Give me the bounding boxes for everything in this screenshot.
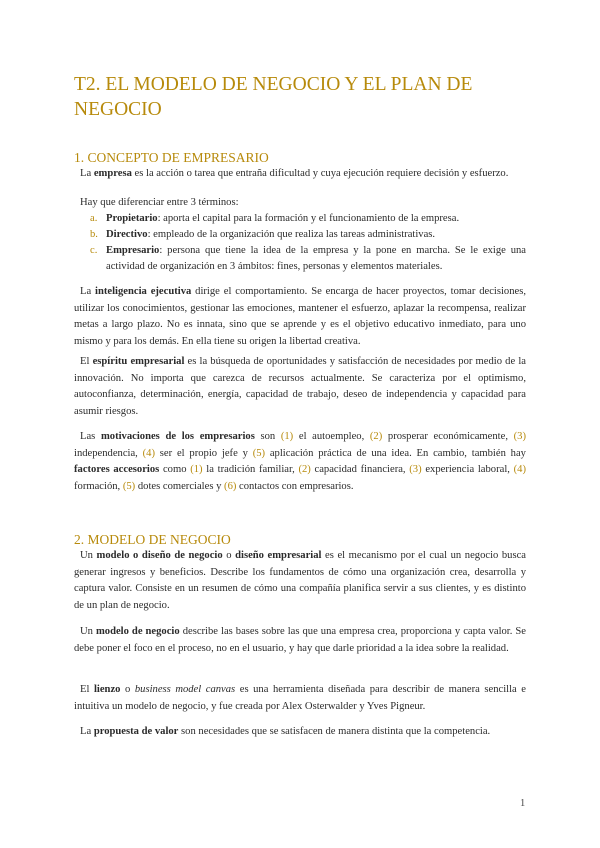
terms-intro: Hay que diferenciar entre 3 términos: [80,197,239,208]
term-motivaciones: motivaciones de los empresarios [100,431,255,442]
section-heading-modelo-negocio: 2. MODELO DE NEGOCIO [74,532,231,547]
term-empresa: empresa [93,168,132,179]
paragraph-espiritu-empresarial: El espíritu empresarial es la búsqueda de oportunidades y satisfacción de necesidades por medio de la innovación. No importa que carezca de recursos actualmente. Se caracteriza por el optimismo, autoconfianza, determinación, energía, capacidad de trabajo, deseo de independencia y capacidad para asumir riesgos. [74,356,526,417]
term-directivo: Directivo [106,229,148,240]
term-diseno-empresarial: diseño empresarial [235,550,322,561]
list-item: a. Propietario: aporta el capital para la formación y el funcionamiento de la empresa. [74,211,526,227]
paragraph-propuesta-valor: La propuesta de valor son necesidades que se satisfacen de manera distinta que la competencia. [80,726,491,737]
term-inteligencia-ejecutiva: inteligencia ejecutiva [95,286,192,297]
terms-list [74,211,526,275]
paragraph-inteligencia-ejecutiva: La inteligencia ejecutiva dirige el comportamiento. Se encarga de hacer proyectos, tomar decisiones, utilizar los conocimientos, gestionar las emociones, mantener el esfuerzo, aplazar la recompensa, realizar metas a largo plazo. No es innata, sino que se aprende y es el objetivo educativo inmediato, para uno mismo y para los demás. En ella tiene su origen la libertad creativa. [74,286,526,347]
list-item: c. Empresario: persona que tiene la idea de la empresa y la pone en marcha. Se le exige una actividad de organización en 3 ámbitos: fines, personas y elementos materiales. [90,245,526,272]
term-propuesta-valor: propuesta de valor [93,726,179,737]
term-propietario: Propietario [106,213,158,224]
term-empresario: Empresario [106,245,160,256]
term-modelo-negocio: modelo de negocio [95,626,180,637]
paragraph-modelo-diseno: Un modelo o diseño de negocio o diseño empresarial es el mecanismo por el cual un negocio busca generar ingresos y beneficios. Describe los fundamentos de cómo una organización crea, desarrolla y captura valor. Consiste en un resumen de cómo una compañía planifica servir a sus clientes, y es distinto de un plan de negocio. [74,550,527,611]
paragraph-empresa: La empresa es la acción o tarea que entraña dificultad y cuya ejecución requiere decisión y esfuerzo. [80,168,509,179]
paragraph-lienzo: El lienzo o business model canvas es una herramienta diseñada para describir de manera sencilla e intuitiva un modelo de negocio, y fue creada por Alex Osterwalder y Yves Pigneur. [74,684,526,712]
paragraph-modelo-negocio: Un modelo de negocio describe las bases sobre las que una empresa crea, proporciona y capta valor. Se debe poner el foco en el proceso, no en el usuario, y hay que darle prioridad a la idea sobre la realidad. [74,626,527,654]
section-heading-concepto-empresario: 1. CONCEPTO DE EMPRESARIO [74,150,269,165]
term-espiritu-empresarial: espíritu empresarial [92,356,185,367]
term-modelo-diseno-negocio: modelo o diseño de negocio [96,550,223,561]
term-lienzo: lienzo [93,684,121,695]
paragraph-motivaciones: Las motivaciones de los empresarios son (1) el autoempleo, (2) prosperar económicamente, (3) independencia, (4) ser el propio jefe y (5) aplicación práctica de una idea. En cambio, también hay factores accesorios como (1) la tradición familiar, (2) capacidad financiera, (3) experiencia laboral, (4) formación, (5) dotes comerciales y (6) contactos con empresarios. [74,431,526,492]
list-marker: b. [90,229,98,240]
document-title: T2. EL MODELO DE NEGOCIO Y EL PLAN DE NEGOCIO [74,74,473,120]
list-marker: c. [90,245,98,256]
list-item: b. Directivo: empleado de la organización que realiza las tareas administrativas. [74,227,526,243]
term-business-model-canvas: business model canvas [134,684,236,695]
page-number: 1 [520,798,526,809]
list-marker: a. [90,213,98,224]
term-factores-accesorios: factores accesorios [74,464,160,475]
